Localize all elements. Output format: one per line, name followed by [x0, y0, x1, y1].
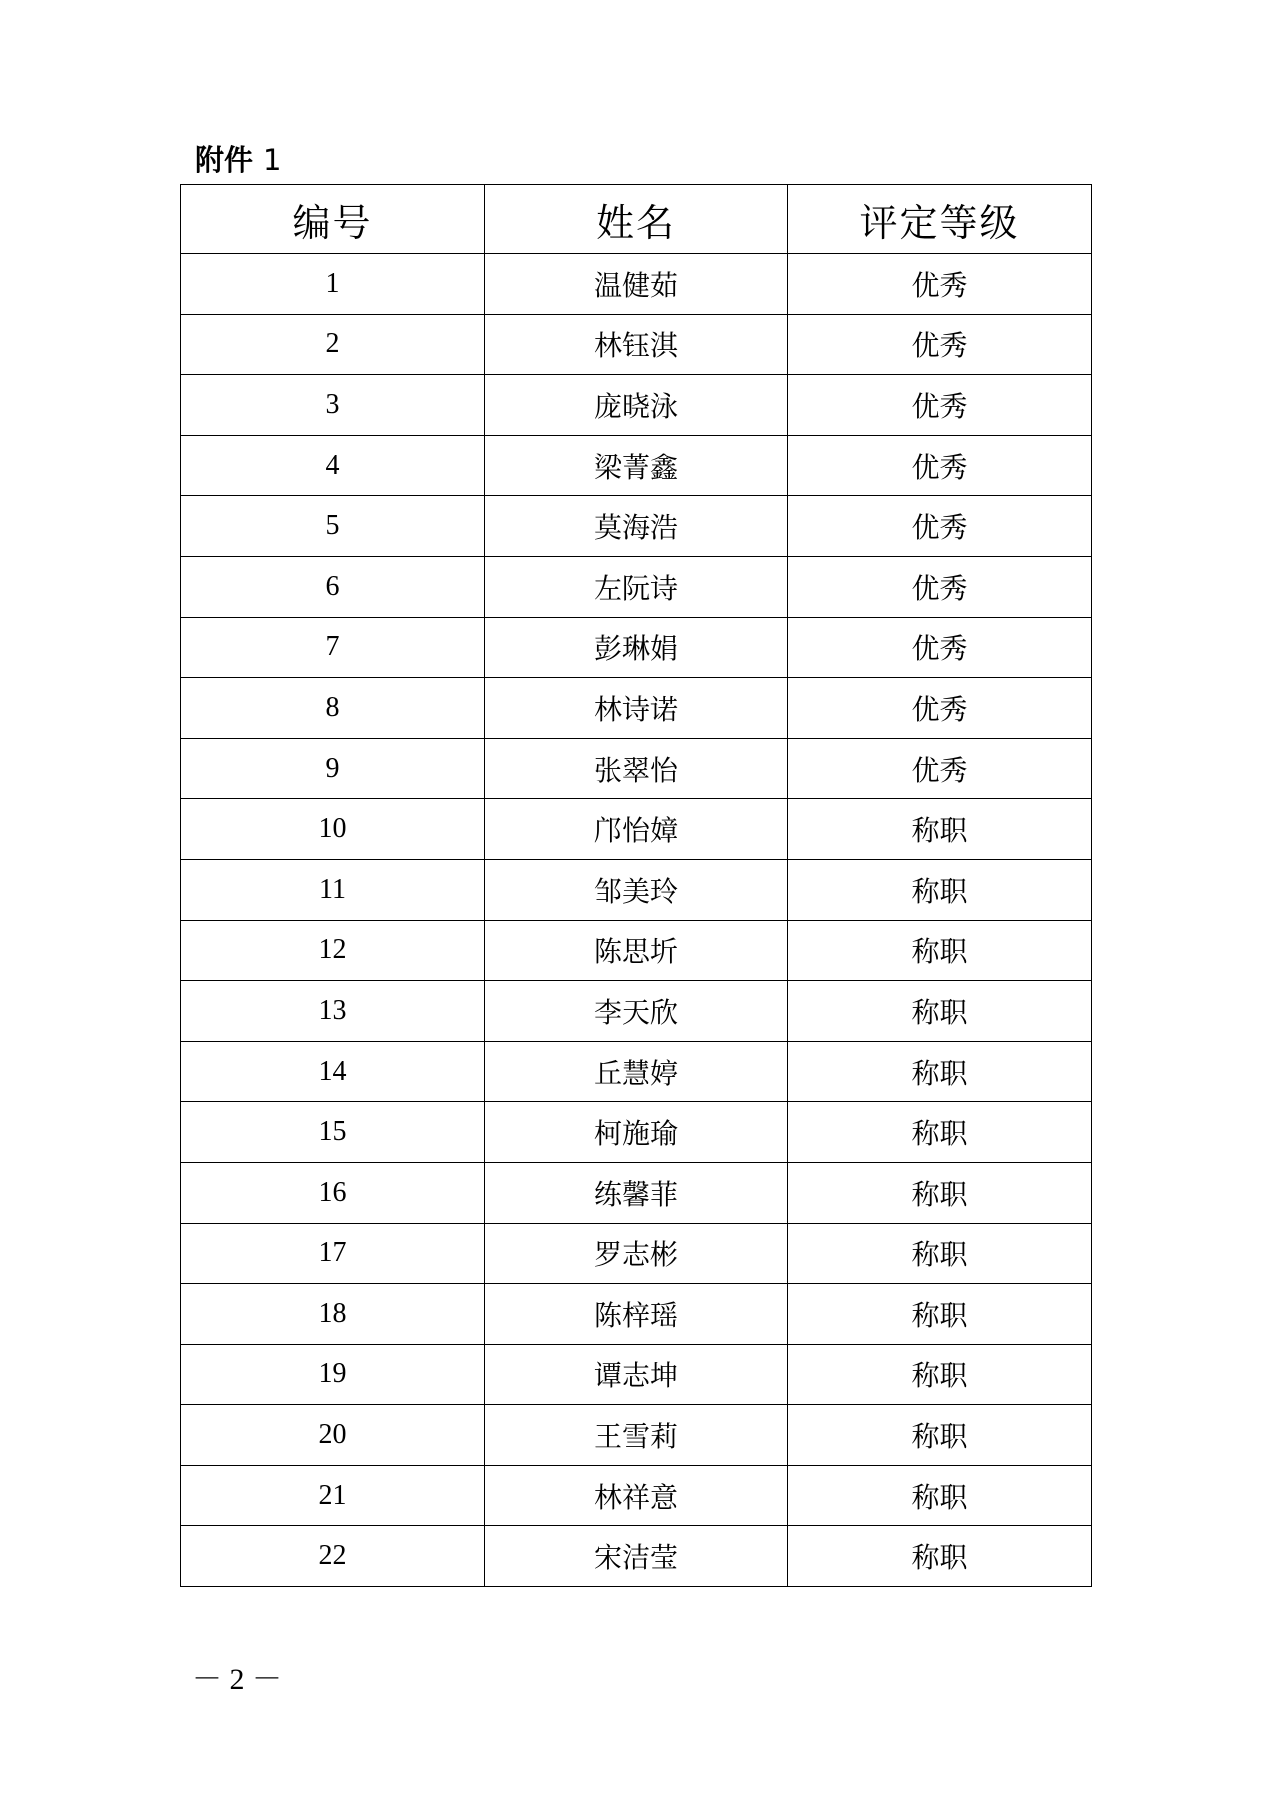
cell-number: 15	[181, 1102, 485, 1163]
cell-grade: 称职	[788, 1041, 1092, 1102]
cell-grade: 优秀	[788, 556, 1092, 617]
cell-grade: 优秀	[788, 314, 1092, 375]
table-row	[181, 981, 1092, 1042]
table-row	[181, 738, 1092, 799]
cell-number: 4	[181, 435, 485, 496]
cell-grade: 称职	[788, 799, 1092, 860]
cell-name: 陈梓瑶	[485, 1284, 788, 1345]
table-row	[181, 859, 1092, 920]
cell-number: 2	[181, 314, 485, 375]
cell-grade: 称职	[788, 1284, 1092, 1345]
cell-number: 17	[181, 1223, 485, 1284]
cell-name: 练馨菲	[485, 1162, 788, 1223]
cell-grade: 称职	[788, 1465, 1092, 1526]
cell-number: 16	[181, 1162, 485, 1223]
cell-number: 22	[181, 1526, 485, 1587]
cell-name: 王雪莉	[485, 1405, 788, 1466]
cell-name: 陈思圻	[485, 920, 788, 981]
table-row	[181, 617, 1092, 678]
cell-grade: 称职	[788, 1102, 1092, 1163]
cell-number: 21	[181, 1465, 485, 1526]
cell-grade: 优秀	[788, 738, 1092, 799]
table-header-row	[181, 185, 1092, 254]
table-row	[181, 1344, 1092, 1405]
cell-number: 11	[181, 859, 485, 920]
cell-number: 14	[181, 1041, 485, 1102]
cell-name: 宋洁莹	[485, 1526, 788, 1587]
table-body	[181, 254, 1092, 1587]
cell-number: 6	[181, 556, 485, 617]
table-row	[181, 1041, 1092, 1102]
cell-grade: 称职	[788, 1162, 1092, 1223]
attachment-label-text: 附件	[195, 143, 254, 177]
cell-name: 邹美玲	[485, 859, 788, 920]
cell-grade: 称职	[788, 1344, 1092, 1405]
cell-number: 20	[181, 1405, 485, 1466]
table-row	[181, 1405, 1092, 1466]
cell-grade: 称职	[788, 859, 1092, 920]
cell-grade: 优秀	[788, 617, 1092, 678]
cell-number: 10	[181, 799, 485, 860]
attachment-label	[195, 140, 281, 180]
cell-number: 18	[181, 1284, 485, 1345]
table-row	[181, 1284, 1092, 1345]
cell-grade: 称职	[788, 920, 1092, 981]
page-number: － 2 －	[192, 1663, 282, 1696]
cell-grade: 称职	[788, 1526, 1092, 1587]
cell-name: 李天欣	[485, 981, 788, 1042]
cell-name: 林钰淇	[485, 314, 788, 375]
cell-grade: 优秀	[788, 678, 1092, 739]
table-row	[181, 799, 1092, 860]
cell-number: 13	[181, 981, 485, 1042]
cell-number: 1	[181, 254, 485, 315]
cell-name: 丘慧婷	[485, 1041, 788, 1102]
cell-name: 梁菁鑫	[485, 435, 788, 496]
cell-number: 5	[181, 496, 485, 557]
header-name: 姓名	[485, 185, 788, 254]
header-number: 编号	[181, 185, 485, 254]
cell-name: 林诗诺	[485, 678, 788, 739]
table-row	[181, 375, 1092, 436]
table-row	[181, 254, 1092, 315]
cell-grade: 称职	[788, 1405, 1092, 1466]
cell-number: 8	[181, 678, 485, 739]
cell-grade: 称职	[788, 1223, 1092, 1284]
cell-number: 12	[181, 920, 485, 981]
cell-number: 7	[181, 617, 485, 678]
cell-name: 彭琳娟	[485, 617, 788, 678]
evaluation-table	[180, 184, 1092, 1587]
table-row	[181, 1223, 1092, 1284]
cell-name: 庞晓泳	[485, 375, 788, 436]
table-row	[181, 1102, 1092, 1163]
cell-grade: 优秀	[788, 435, 1092, 496]
table-row	[181, 556, 1092, 617]
table-row	[181, 1162, 1092, 1223]
cell-name: 罗志彬	[485, 1223, 788, 1284]
cell-name: 左阮诗	[485, 556, 788, 617]
cell-number: 19	[181, 1344, 485, 1405]
cell-grade: 优秀	[788, 375, 1092, 436]
cell-name: 林祥意	[485, 1465, 788, 1526]
cell-grade: 优秀	[788, 496, 1092, 557]
table-row	[181, 314, 1092, 375]
cell-name: 邝怡嫜	[485, 799, 788, 860]
cell-name: 莫海浩	[485, 496, 788, 557]
attachment-number: 1	[263, 143, 282, 177]
table-row	[181, 496, 1092, 557]
cell-name: 温健茹	[485, 254, 788, 315]
table-row	[181, 1465, 1092, 1526]
header-grade: 评定等级	[788, 185, 1092, 254]
cell-grade: 优秀	[788, 254, 1092, 315]
cell-grade: 称职	[788, 981, 1092, 1042]
table-row	[181, 1526, 1092, 1587]
table-row	[181, 920, 1092, 981]
cell-number: 3	[181, 375, 485, 436]
cell-number: 9	[181, 738, 485, 799]
table-row	[181, 435, 1092, 496]
cell-name: 柯施瑜	[485, 1102, 788, 1163]
cell-name: 张翠怡	[485, 738, 788, 799]
table-row	[181, 678, 1092, 739]
cell-name: 谭志坤	[485, 1344, 788, 1405]
